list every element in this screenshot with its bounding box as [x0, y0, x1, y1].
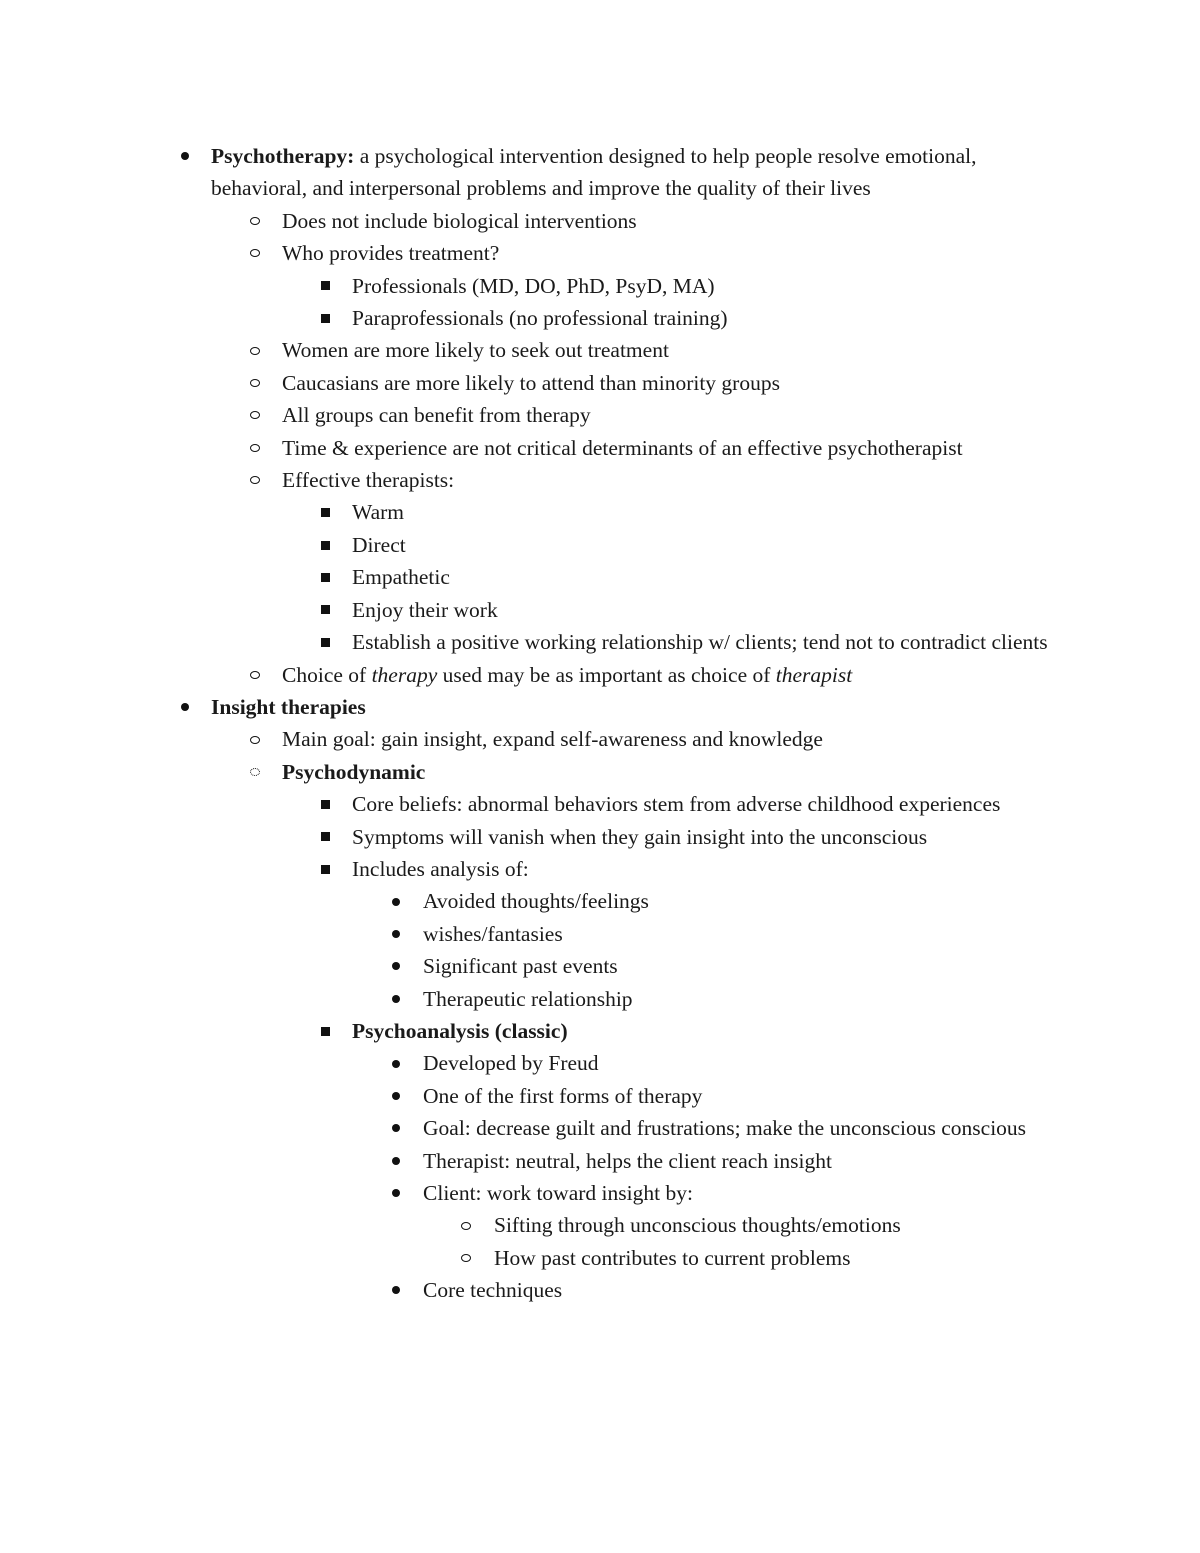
text-segment: Effective therapists:	[282, 468, 455, 493]
text-segment: One of the first forms of therapy	[423, 1083, 703, 1108]
text-segment: Developed by Freud	[423, 1051, 599, 1076]
bullet-icon	[389, 983, 403, 1015]
bullet-icon	[318, 853, 332, 885]
bullet-icon	[248, 334, 262, 366]
text-segment: Empathetic	[352, 565, 450, 590]
text-segment: Avoided thoughts/feelings	[423, 889, 649, 914]
text-segment: Therapeutic relationship	[423, 986, 633, 1011]
text-segment: a psychological intervention designed to help people resolve emotional, behavioral, and interpersonal problems and improve the quality of their lives	[211, 144, 977, 201]
list-item	[0, 432, 1200, 464]
list-item	[0, 1112, 1200, 1144]
text-segment: All groups can benefit from therapy	[282, 403, 591, 428]
list-item-text	[423, 918, 1200, 950]
list-item-text	[423, 1047, 1200, 1079]
text-segment: used may be as important as choice of	[437, 662, 776, 687]
list-item	[0, 302, 1200, 334]
bullet-icon	[318, 1015, 332, 1047]
outline-list	[0, 140, 1200, 1307]
text-segment: Women are more likely to seek out treatment	[282, 338, 669, 363]
list-item-text	[352, 821, 1200, 853]
bullet-icon	[318, 594, 332, 626]
bullet-icon	[389, 1112, 403, 1144]
bullet-icon	[178, 691, 192, 723]
list-item	[0, 1080, 1200, 1112]
bullet-icon	[248, 659, 262, 691]
list-item-text	[282, 237, 1200, 269]
list-item-text	[352, 788, 1200, 820]
text-segment: Who provides treatment?	[282, 241, 500, 266]
text-segment: Choice of	[282, 662, 372, 687]
bullet-icon	[178, 140, 192, 172]
list-item	[0, 594, 1200, 626]
bullet-icon	[248, 205, 262, 237]
text-segment: Goal: decrease guilt and frustrations; make the unconscious conscious	[423, 1116, 1027, 1141]
text-segment: Main goal: gain insight, expand self-awareness and knowledge	[282, 727, 823, 752]
list-item-text	[423, 983, 1200, 1015]
bullet-icon	[389, 885, 403, 917]
list-item-text	[352, 626, 1200, 658]
list-item-text	[423, 1274, 1200, 1306]
list-item-text	[282, 659, 1200, 691]
list-item-text	[282, 205, 1200, 237]
list-item-text	[211, 691, 1200, 723]
list-item	[0, 788, 1200, 820]
list-item	[0, 464, 1200, 496]
bullet-icon	[389, 918, 403, 950]
list-item	[0, 529, 1200, 561]
bullet-icon	[318, 496, 332, 528]
text-segment: Warm	[352, 500, 404, 525]
text-segment: Professionals (MD, DO, PhD, PsyD, MA)	[352, 273, 715, 298]
list-item	[0, 237, 1200, 269]
list-item	[0, 334, 1200, 366]
list-item	[0, 399, 1200, 431]
bullet-icon	[459, 1242, 473, 1274]
bullet-icon	[248, 237, 262, 269]
bullet-icon	[318, 270, 332, 302]
term-heading: Psychodynamic	[282, 759, 426, 784]
term-heading: Psychotherapy:	[211, 144, 355, 168]
list-item-text	[282, 464, 1200, 496]
list-item	[0, 821, 1200, 853]
list-item-text	[352, 594, 1200, 626]
list-item-text	[352, 302, 1200, 334]
bullet-icon	[318, 821, 332, 853]
list-item	[0, 1177, 1200, 1209]
list-item	[0, 626, 1200, 658]
text-segment: wishes/fantasies	[423, 921, 563, 946]
list-item	[0, 918, 1200, 950]
list-item	[0, 983, 1200, 1015]
bullet-icon	[248, 367, 262, 399]
list-item-text	[282, 399, 1200, 431]
list-item	[0, 950, 1200, 982]
bullet-icon	[389, 1177, 403, 1209]
list-item-text	[282, 723, 1200, 755]
list-item	[0, 496, 1200, 528]
text-segment: Sifting through unconscious thoughts/emotions	[494, 1213, 901, 1238]
list-item-text	[282, 756, 1200, 788]
list-item	[0, 659, 1200, 691]
term-heading: Psychoanalysis (classic)	[352, 1018, 568, 1043]
list-item	[0, 853, 1200, 885]
list-item	[0, 1047, 1200, 1079]
bullet-icon	[318, 302, 332, 334]
list-item-text	[423, 1080, 1200, 1112]
list-item-text	[211, 140, 1200, 205]
list-item-text	[423, 885, 1200, 917]
bullet-icon	[248, 399, 262, 431]
list-item	[0, 756, 1200, 788]
bullet-icon	[389, 950, 403, 982]
text-segment: Time & experience are not critical determinants of an effective psychotherapist	[282, 435, 963, 460]
text-segment: Does not include biological interventions	[282, 208, 637, 233]
bullet-icon	[318, 626, 332, 658]
bullet-icon	[389, 1047, 403, 1079]
list-item	[0, 885, 1200, 917]
list-item	[0, 1145, 1200, 1177]
list-item	[0, 367, 1200, 399]
bullet-icon	[389, 1274, 403, 1306]
bullet-icon	[389, 1080, 403, 1112]
list-item-text	[423, 950, 1200, 982]
text-segment: Significant past events	[423, 954, 618, 979]
text-segment: Includes analysis of:	[352, 856, 529, 881]
list-item-text	[494, 1242, 1200, 1274]
text-segment: Symptoms will vanish when they gain insight into the unconscious	[352, 824, 928, 849]
list-item	[0, 1242, 1200, 1274]
list-item-text	[423, 1145, 1200, 1177]
emphasis-text: therapy	[371, 662, 438, 687]
list-item	[0, 140, 1200, 205]
list-item	[0, 561, 1200, 593]
list-item	[0, 270, 1200, 302]
bullet-icon	[248, 723, 262, 755]
list-item	[0, 723, 1200, 755]
list-item	[0, 1209, 1200, 1241]
list-item-text	[282, 432, 1200, 464]
text-segment: Core beliefs: abnormal behaviors stem from adverse childhood experiences	[352, 792, 1001, 817]
term-heading: Insight therapies	[211, 694, 366, 719]
list-item-text	[282, 367, 1200, 399]
text-segment: Paraprofessionals (no professional training)	[352, 306, 728, 331]
list-item-text	[352, 270, 1200, 302]
list-item-text	[352, 1015, 1200, 1047]
text-segment: Client: work toward insight by:	[423, 1181, 693, 1205]
emphasis-text: therapist	[775, 662, 853, 687]
text-segment: How past contributes to current problems	[494, 1245, 851, 1270]
bullet-icon	[318, 561, 332, 593]
bullet-icon	[248, 464, 262, 496]
list-item-text	[494, 1209, 1200, 1241]
list-item	[0, 1015, 1200, 1047]
bullet-icon	[389, 1145, 403, 1177]
list-item-text	[352, 496, 1200, 528]
text-segment: Direct	[352, 532, 406, 557]
list-item	[0, 691, 1200, 723]
text-segment: Establish a positive working relationship w/ clients; tend not to contradict clients	[352, 630, 1048, 655]
list-item-text	[423, 1177, 1200, 1209]
list-item	[0, 205, 1200, 237]
bullet-icon	[248, 432, 262, 464]
bullet-icon	[248, 756, 262, 788]
text-segment: Core techniques	[423, 1278, 563, 1303]
text-segment: Therapist: neutral, helps the client reach insight	[423, 1148, 832, 1173]
list-item-text	[423, 1112, 1200, 1144]
bullet-icon	[318, 788, 332, 820]
list-item-text	[352, 561, 1200, 593]
list-item-text	[352, 853, 1200, 885]
text-segment: Caucasians are more likely to attend than minority groups	[282, 370, 780, 395]
list-item-text	[352, 529, 1200, 561]
text-segment: Enjoy their work	[352, 597, 498, 622]
list-item-text	[282, 334, 1200, 366]
bullet-icon	[318, 529, 332, 561]
list-item	[0, 1274, 1200, 1306]
bullet-icon	[459, 1209, 473, 1241]
